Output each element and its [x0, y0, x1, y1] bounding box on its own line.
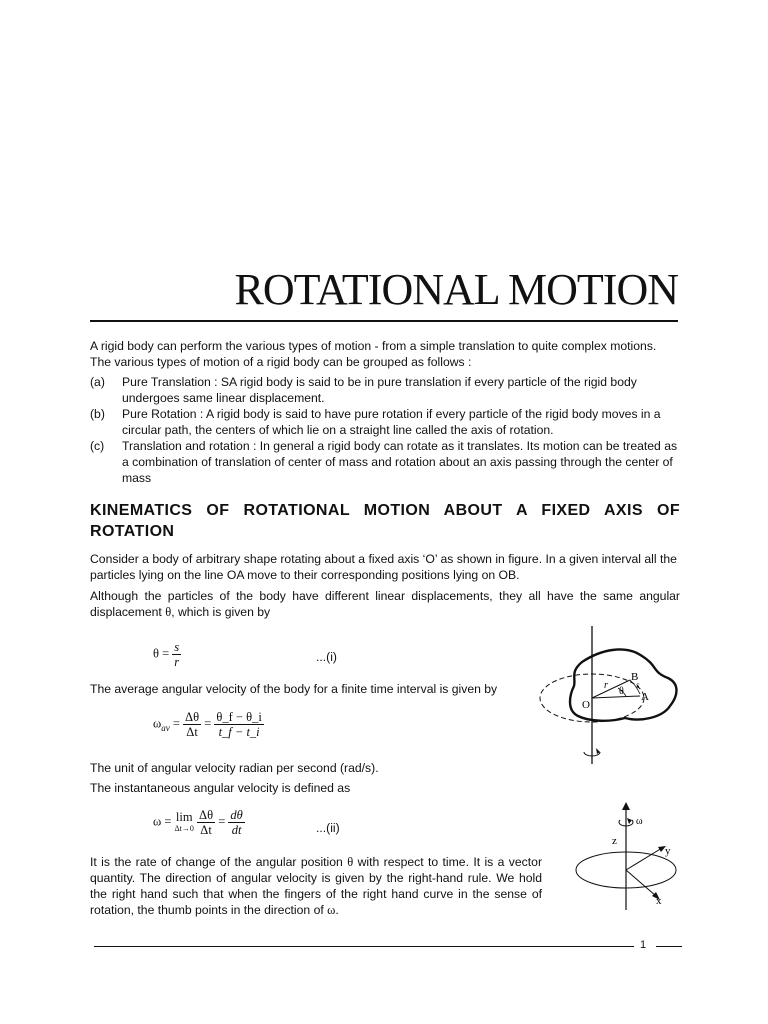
- equation-2-tag: ...(ii): [316, 821, 340, 835]
- list-item-text: Translation and rotation : In general a rigid body can rotate as it translates. Its motion can be treated as a combination of translation of center of mass and rotation about an axis passing through the center of mass: [122, 439, 678, 485]
- list-item-text: Pure Translation : SA rigid body is said to be in pure translation if every particle of the rigid body undergoes same linear displacement.: [122, 375, 637, 405]
- paragraph-6-text: It is the rate of change of the angular position: [90, 855, 343, 869]
- page-title: ROTATIONAL MOTION: [234, 265, 678, 314]
- equation-2-lhs: ω =: [153, 814, 172, 829]
- label-a: A: [641, 691, 649, 703]
- equation-1-lhs: θ =: [153, 646, 170, 661]
- limit-subscript: Δt→0: [174, 823, 194, 833]
- equation-1-numerator: s: [174, 640, 180, 654]
- theta-difference: θ_f − θ_i: [216, 710, 262, 724]
- label-x: x: [656, 895, 662, 907]
- equation-2-fraction-2: [228, 808, 244, 837]
- omega-symbol: ω: [327, 903, 336, 917]
- equation-1-fraction: [172, 640, 181, 669]
- paragraph-4: The unit of angular velocity radian per second (rad/s).: [90, 761, 379, 775]
- label-s: s: [636, 680, 640, 690]
- equation-2-numerator-2: dθ: [230, 808, 243, 822]
- paragraph-6: [90, 854, 542, 918]
- list-item: [90, 374, 680, 406]
- time-difference: t_f − t_i: [218, 725, 260, 739]
- rotating-body-figure: [530, 622, 690, 770]
- label-theta: θ: [619, 686, 624, 697]
- label-r: r: [604, 680, 608, 691]
- limit-label: lim: [175, 809, 193, 824]
- label-o: O: [582, 699, 590, 711]
- footer-rule-right: [656, 946, 682, 947]
- equation-1-denominator: r: [174, 655, 180, 669]
- equation-average-velocity: [153, 710, 264, 739]
- label-omega: ω: [636, 816, 643, 827]
- equation-2-denominator-1: Δt: [200, 823, 212, 837]
- paragraph-3: The average angular velocity of the body for a finite time interval is given by: [90, 682, 498, 696]
- equation-2-denominator-2: dt: [231, 823, 242, 837]
- equation-1: [153, 640, 181, 669]
- section-heading: KINEMATICS OF ROTATIONAL MOTION ABOUT A FIXED AXIS OF ROTATION: [90, 502, 680, 540]
- title-rule: [90, 320, 678, 322]
- paragraph-2: [90, 588, 680, 620]
- delta-fraction: [183, 710, 201, 739]
- footer-rule: [94, 946, 634, 947]
- paragraph-1: Consider a body of arbitrary shape rotating about a fixed axis ‘O’ as shown in figure. In a given interval all the particles lying on the line OA move to their corresponding positions lying on OB.: [90, 552, 677, 582]
- equals-sign: =: [172, 716, 180, 731]
- label-b: B: [631, 671, 639, 683]
- angular-velocity-figure: [570, 798, 690, 918]
- equation-2: [153, 808, 245, 837]
- equals-sign-2: =: [204, 716, 212, 731]
- list-item: [90, 438, 680, 486]
- paragraph-2-tail: , which is given by: [171, 605, 271, 619]
- list-item-label: (a): [90, 375, 105, 389]
- list-item-text: Pure Rotation : A rigid body is said to have pure rotation if every particle of the rigid body moves in a circular path, the centers of which lie on a straight line called the axis of rotation.: [122, 407, 661, 437]
- list-item-label: (b): [90, 407, 105, 421]
- equation-2-equals: =: [218, 814, 226, 829]
- paragraph-6-middle: with respect to time. It is a vector quantity. The direction of angular velocity is given by the right-hand rule. We hold the right hand such that when the fingers of the right hand curve in the sense of rotation, the thumb points in the direction of: [90, 855, 542, 917]
- delta-theta: Δθ: [185, 710, 200, 724]
- label-z: z: [612, 835, 617, 847]
- page-number: 1: [640, 939, 647, 951]
- equation-2-numerator-1: Δθ: [199, 808, 214, 822]
- paragraph-2-text: Although the particles of the body have different linear displacements, they all have the same angular displacement: [90, 589, 680, 619]
- difference-fraction: [214, 710, 263, 739]
- paragraph-5: The instantaneous angular velocity is defined as: [90, 781, 351, 795]
- omega-symbol: ω: [153, 716, 162, 731]
- motion-types-list: [90, 374, 680, 486]
- limit-operator: [175, 811, 194, 835]
- label-y: y: [665, 845, 671, 857]
- list-item-label: (c): [90, 439, 105, 453]
- list-item: [90, 406, 680, 438]
- paragraph-6-end: .: [335, 903, 339, 917]
- equation-2-fraction-1: [197, 808, 215, 837]
- theta-symbol: θ: [347, 855, 354, 869]
- delta-t: Δt: [186, 725, 198, 739]
- intro-paragraph: A rigid body can perform the various types of motion - from a simple translation to quite complex motions. The various types of motion of a rigid body can be grouped as follows :: [90, 339, 657, 369]
- omega-subscript: av: [161, 722, 170, 733]
- theta-symbol: θ: [165, 605, 172, 619]
- equation-1-tag: ...(i): [316, 650, 337, 664]
